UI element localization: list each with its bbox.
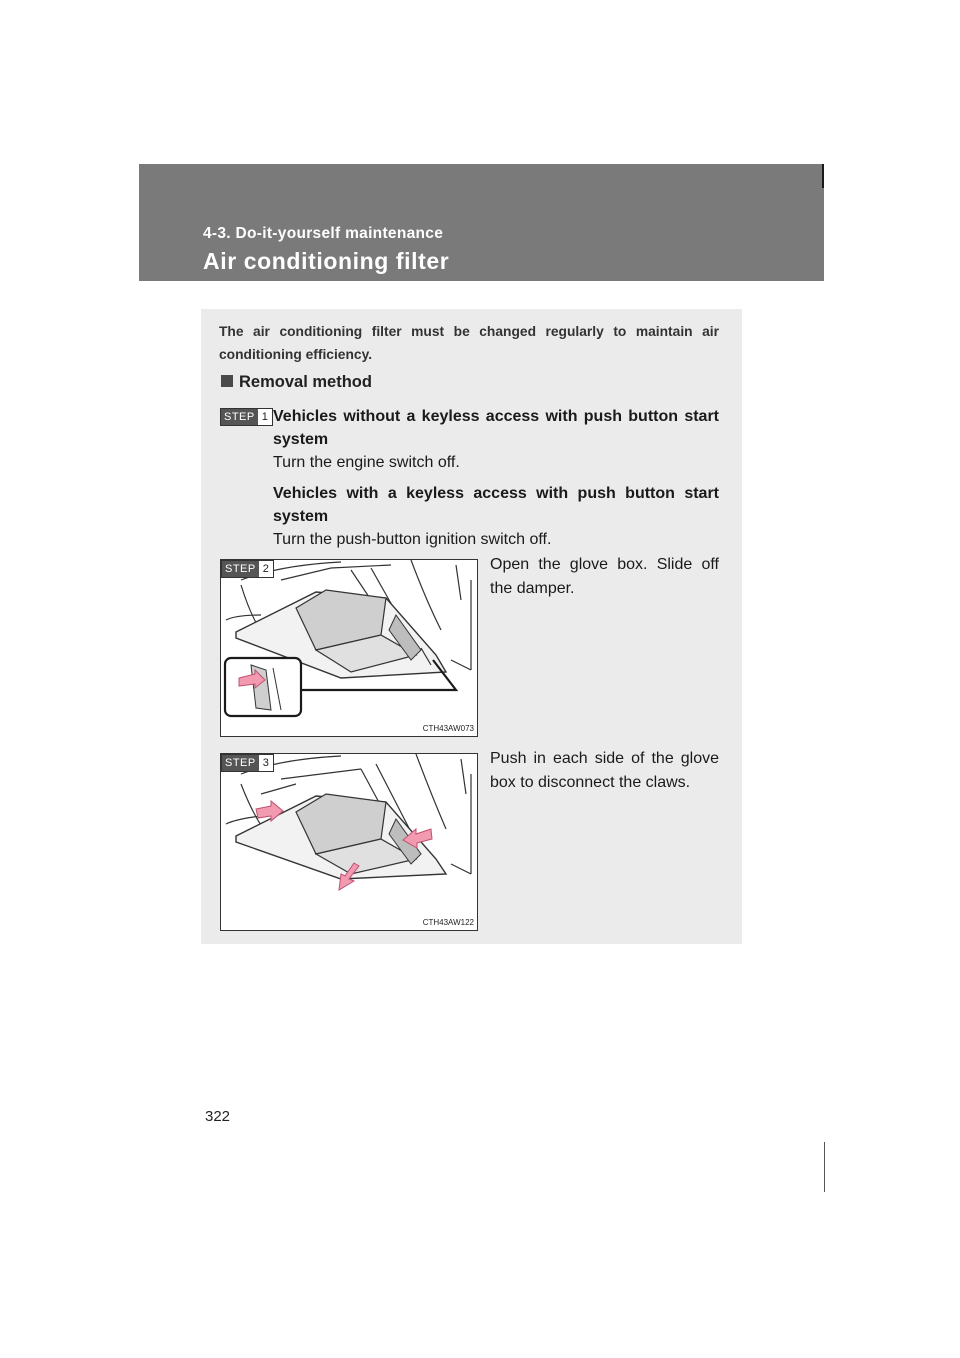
figure-code: CTH43AW122 bbox=[422, 918, 474, 927]
step-1-condition-1: Vehicles without a keyless access with push button start system bbox=[273, 408, 719, 448]
step-badge-number: 3 bbox=[262, 757, 269, 769]
step-badge-label: STEP bbox=[221, 409, 258, 425]
step-3-text: Push in each side of the glove box to disconnect the claws. bbox=[490, 750, 719, 791]
page-title: Air conditioning filter bbox=[203, 248, 450, 274]
square-bullet-icon bbox=[221, 375, 233, 387]
glove-box-damper-illustration bbox=[221, 560, 477, 736]
step-2-badge bbox=[221, 560, 274, 578]
header-edge-mark bbox=[822, 164, 824, 188]
page-number: 322 bbox=[205, 1108, 231, 1125]
figure-code: CTH43AW073 bbox=[422, 724, 474, 733]
section-label: 4-3. Do-it-yourself maintenance bbox=[203, 225, 444, 242]
glove-box-claws-illustration bbox=[221, 754, 477, 930]
step-1-instruction-2: Turn the push-button ignition switch off. bbox=[273, 531, 552, 548]
intro-text: The air conditioning filter must be changed regularly to maintain air conditioning efficiency. bbox=[219, 324, 719, 362]
step-badge-number: 1 bbox=[261, 411, 268, 423]
step-badge-label: STEP bbox=[222, 755, 259, 771]
step-badge-label: STEP bbox=[222, 561, 259, 577]
step-1-badge bbox=[220, 408, 273, 426]
step-2-illustration bbox=[220, 559, 478, 737]
subheading bbox=[221, 373, 372, 392]
step-1-content bbox=[273, 405, 719, 559]
step-3-badge bbox=[221, 754, 274, 772]
step-badge-number: 2 bbox=[262, 563, 269, 575]
margin-line bbox=[824, 1142, 825, 1192]
step-2-text: Open the glove box. Slide off the damper. bbox=[490, 556, 719, 597]
step-1-condition-2: Vehicles with a keyless access with push button start system bbox=[273, 485, 719, 525]
step-3-illustration bbox=[220, 753, 478, 931]
step-1-instruction-1: Turn the engine switch off. bbox=[273, 454, 460, 471]
subheading-text: Removal method bbox=[239, 373, 372, 391]
